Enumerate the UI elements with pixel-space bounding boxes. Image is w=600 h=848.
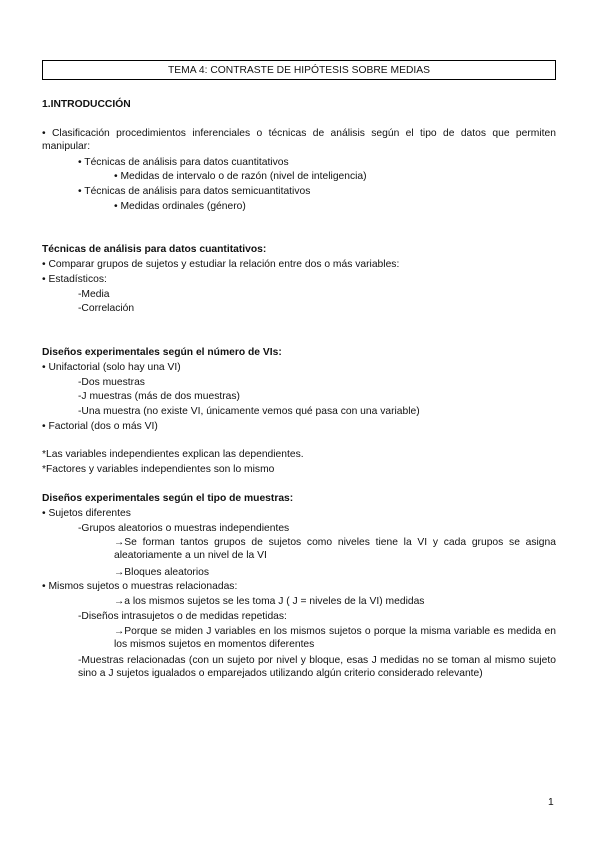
designs-samples-random-groups: -Grupos aleatorios o muestras independientes: [78, 523, 290, 534]
document-title: TEMA 4: CONTRASTE DE HIPÓTESIS SOBRE MEDIAS: [42, 60, 556, 80]
designs-samples-different-subjects: • Sujetos diferentes: [42, 508, 131, 519]
designs-samples-heading: Diseños experimentales según el tipo de muestras:: [42, 493, 294, 504]
designs-vi-one-sample: -Una muestra (no existe VI, únicamente vemos qué pasa con una variable): [78, 406, 420, 417]
intro-sub-ordinal: • Medidas ordinales (género): [114, 201, 246, 212]
page-number: 1: [548, 797, 554, 808]
quant-heading: Técnicas de análisis para datos cuantitativos:: [42, 244, 267, 255]
designs-vi-j-samples: -J muestras (más de dos muestras): [78, 391, 240, 402]
designs-samples-random-blocks: →Bloques aleatorios: [114, 567, 210, 578]
designs-vi-factorial: • Factorial (dos o más VI): [42, 421, 158, 432]
intro-sub-quantitative: • Técnicas de análisis para datos cuantitativos: [78, 157, 289, 168]
intro-sub-interval-ratio: • Medidas de intervalo o de razón (nivel de inteligencia): [114, 171, 367, 182]
designs-vi-unifactorial: • Unifactorial (solo hay una VI): [42, 362, 181, 373]
quant-item-mean: -Media: [78, 289, 110, 300]
designs-samples-same-subjects-detail: →a los mismos sujetos se les toma J ( J = niveles de la VI) medidas: [114, 596, 425, 607]
designs-vi-two-samples: -Dos muestras: [78, 377, 145, 388]
quant-item-correlation: -Correlación: [78, 303, 135, 314]
intro-sub-semiquantitative: • Técnicas de análisis para datos semicuantitativos: [78, 186, 311, 197]
designs-samples-repeated-measures: -Diseños intrasujetos o de medidas repetidas:: [78, 611, 287, 622]
quant-bullet-compare: • Comparar grupos de sujetos y estudiar la relación entre dos o más variables:: [42, 259, 400, 270]
designs-vi-heading: Diseños experimentales según el número de VIs:: [42, 347, 282, 358]
designs-samples-repeated-measures-detail: →Porque se miden J variables en los mismos sujetos o porque la misma variable es medida en los mismos sujetos en momentos diferentes: [114, 626, 556, 650]
intro-bullet-classification: • Clasificación procedimientos inferenciales o técnicas de análisis según el tipo de datos que permiten manipular:: [42, 128, 556, 152]
intro-heading: 1.INTRODUCCIÓN: [42, 99, 131, 110]
designs-samples-related-samples: -Muestras relacionadas (con un sujeto por nivel y bloque, esas J medidas no se toman al mismo sujeto sino a J sujetos igualados o emparejados utilizando algún criterio considerado relevante): [78, 655, 556, 679]
designs-samples-random-groups-detail: →Se forman tantos grupos de sujetos como niveles tiene la VI y cada grupos se asigna aleatoriamente a un nivel de la VI: [114, 537, 556, 561]
designs-samples-same-subjects: • Mismos sujetos o muestras relacionadas:: [42, 581, 238, 592]
note-independent-variables: *Las variables independientes explican las dependientes.: [42, 449, 304, 460]
quant-bullet-statistics: • Estadísticos:: [42, 274, 107, 285]
note-factors: *Factores y variables independientes son lo mismo: [42, 464, 275, 475]
